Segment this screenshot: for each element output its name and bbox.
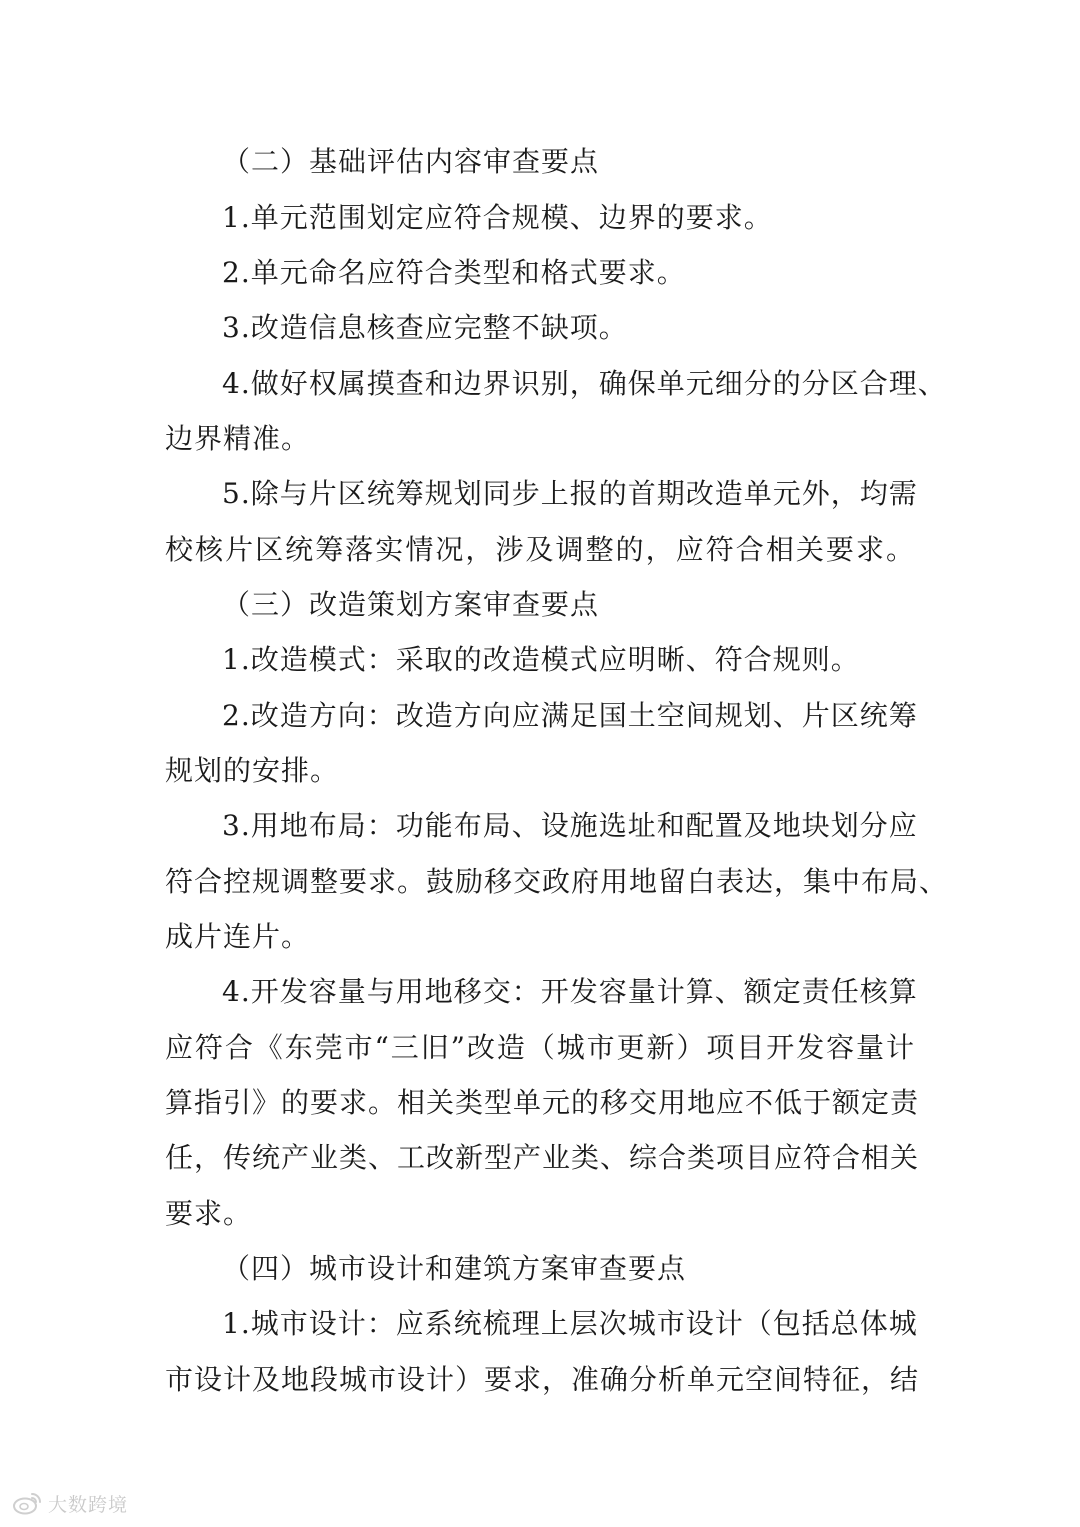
paragraph-line: 算指引》的要求。相关类型单元的移交用地应不低于额定责 (165, 1086, 920, 1119)
paragraph-line: 符合控规调整要求。鼓励移交政府用地留白表达，集中布局、 (165, 865, 949, 898)
watermark-text: 大数跨境 (48, 1493, 129, 1516)
paragraph-line: 2.改造方向：改造方向应满足国土空间规划、片区统筹 (222, 699, 918, 732)
paragraph-line: 校核片区统筹落实情况，涉及调整的，应符合相关要求。 (165, 533, 915, 566)
paragraph-line: 1.改造模式：采取的改造模式应明晰、符合规则。 (222, 643, 860, 676)
watermark (12, 1488, 128, 1518)
paragraph-line: 3.用地布局：功能布局、设施选址和配置及地块划分应 (222, 809, 918, 842)
paragraph-line: 3.改造信息核查应完整不缺项。 (222, 311, 628, 344)
paragraph-line: 2.单元命名应符合类型和格式要求。 (222, 256, 686, 289)
paragraph-line: 4.做好权属摸查和边界识别，确保单元细分的分区合理、 (222, 367, 947, 400)
paragraph-line: 1.城市设计：应系统梳理上层次城市设计（包括总体城 (222, 1307, 918, 1340)
paragraph-line: 任，传统产业类、工改新型产业类、综合类项目应符合相关 (165, 1141, 920, 1174)
paragraph-line: 要求。 (165, 1197, 253, 1230)
paragraph-line: 4.开发容量与用地移交：开发容量计算、额定责任核算 (222, 975, 918, 1008)
section-heading-3: （三）改造策划方案审查要点 (222, 588, 600, 621)
paragraph-line: 成片连片。 (165, 920, 311, 953)
section-heading-2: （二）基础评估内容审查要点 (222, 145, 600, 178)
weibo-logo-icon (12, 1491, 42, 1515)
paragraph-line: 规划的安排。 (165, 754, 340, 787)
paragraph-line: 市设计及地段城市设计）要求，准确分析单元空间特征，结 (165, 1363, 920, 1396)
paragraph-line: 边界精准。 (165, 422, 311, 455)
paragraph-line: 1.单元范围划定应符合规模、边界的要求。 (222, 201, 773, 234)
paragraph-line: 应符合《东莞市“三旧”改造（城市更新）项目开发容量计 (165, 1031, 915, 1064)
section-heading-4: （四）城市设计和建筑方案审查要点 (222, 1252, 687, 1285)
paragraph-line: 5.除与片区统筹规划同步上报的首期改造单元外，均需 (222, 477, 918, 510)
